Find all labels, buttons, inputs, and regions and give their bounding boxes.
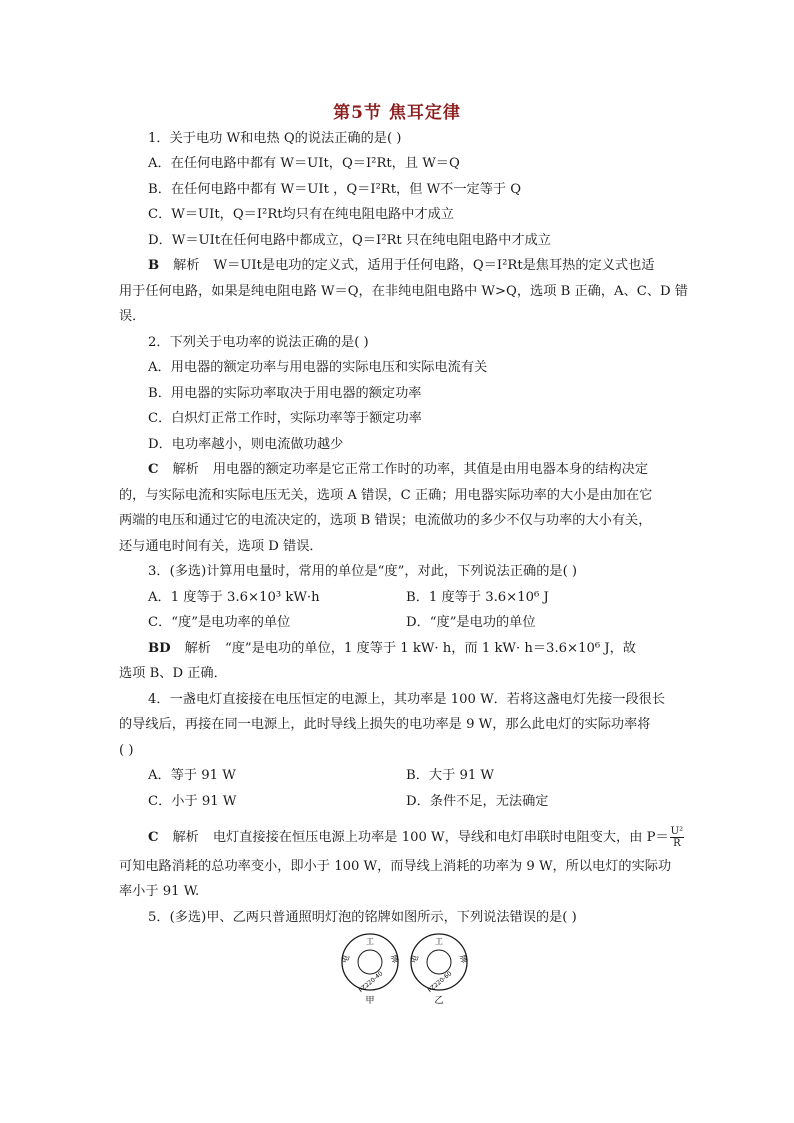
q3-solution-text-1: “度”是电功的单位，1 度等于 1 kW· h，而 1 kW· h＝3.6×10⁶ J，故: [224, 641, 636, 656]
q4-option-c: C．小于 91 W: [148, 794, 237, 809]
q2-option-a: A．用电器的额定功率与用电器的实际电压和实际电流有关: [148, 360, 488, 375]
q1-option-d: D．W＝UIt在任何电路中都成立，Q＝I²Rt 只在纯电阻电路中才成立: [148, 233, 551, 248]
q4-stem-line-1: 4．一盏电灯直接接在电压恒定的电源上，其功率是 100 W．若将这盏电灯先接一段很长: [148, 692, 666, 707]
q3-solution-line-2: 选项 B、D 正确．: [119, 666, 227, 681]
q2-answer: C: [148, 462, 159, 477]
lamp-jia-nameplate: [340, 934, 401, 1006]
q1-option-a: A．在任何电路中都有 W＝UIt，Q＝I²Rt，且 W＝Q: [148, 156, 460, 171]
q4-solution-line-2: 可知电路消耗的总功率变小，即小于 100 W，而导线上消耗的功率为 9 W，所以电灯的实际功: [119, 859, 672, 874]
q2-solution-line-1: [148, 461, 648, 479]
q4-solution-label: 解析: [172, 830, 199, 845]
q2-solution-label: 解析: [172, 462, 199, 477]
q2-option-b: B．用电器的实际功率取决于用电器的额定功率: [148, 386, 422, 401]
q4-stem-line-3: ( ): [119, 743, 134, 758]
q4-option-d: D．条件不足，无法确定: [406, 794, 549, 809]
q3-option-d: D．“度”是电功的单位: [406, 615, 536, 630]
q1-solution-line-1: [148, 257, 655, 275]
q1-answer: B: [148, 258, 160, 273]
lamp-nameplate-figure: [340, 932, 470, 1032]
q2-solution-line-4: 还与通电时间有关，选项 D 错误．: [119, 539, 323, 554]
lamp-yi-caption: 乙: [434, 996, 444, 1006]
q2-option-c: C．白炽灯正常工作时，实际功率等于额定功率: [148, 411, 422, 426]
fraction-numerator: U²: [670, 826, 684, 837]
q4-solution-line-3: 率小于 91 W.: [119, 884, 200, 899]
q3-answer: BD: [148, 641, 171, 656]
lamp-yi-rating: PZ220-60: [426, 970, 454, 995]
lamp-jia-left-char: 电: [340, 953, 352, 965]
q3-solution-line-1: [148, 640, 636, 658]
lamp-yi-nameplate: [408, 934, 470, 1006]
q4-solution-text-1: 电灯直接接在恒压电源上功率是 100 W，导线和电灯串联时电阻变大，由 P＝: [212, 830, 669, 845]
lamp-yi-right-char: 牌: [457, 953, 469, 965]
q4-option-b: B．大于 91 W: [406, 768, 494, 783]
formula-fraction: [670, 826, 684, 849]
lamp-yi-top-char: 工: [435, 937, 443, 946]
q4-option-a: A．等于 91 W: [148, 768, 236, 783]
q1-solution-line-3: 误．: [119, 309, 146, 324]
q3-option-b: B．1 度等于 3.6×10⁶ J: [406, 590, 549, 605]
q3-option-c: C．“度”是电功率的单位: [148, 615, 291, 630]
q5-stem: 5．(多选)甲、乙两只普通照明灯泡的铭牌如图所示，下列说法错误的是( ): [148, 910, 577, 925]
q1-solution-line-2: 用于任何电路，如果是纯电阻电路 W＝Q，在非纯电阻电路中 W>Q，选项 B 正确，A、C、D 错: [119, 284, 688, 299]
q4-answer: C: [148, 830, 159, 845]
lamp-jia-caption: 甲: [365, 996, 375, 1006]
page-title: 第5节 焦耳定律: [333, 103, 461, 123]
fraction-denominator: R: [673, 838, 681, 849]
q2-solution-line-3: 两端的电压和通过它的电流决定的，选项 B 错误；电流做功的多少不仅与功率的大小有关，: [119, 513, 652, 528]
q3-option-a: A．1 度等于 3.6×10³ kW·h: [148, 590, 320, 605]
q1-option-b: B．在任何电路中都有 W＝UIt ，Q＝I²Rt，但 W不一定等于 Q: [148, 182, 522, 197]
q1-option-c: C．W＝UIt，Q＝I²Rt均只有在纯电阻电路中才成立: [148, 207, 454, 222]
lamp-jia-top-char: 工: [366, 937, 374, 946]
q3-stem: 3．(多选)计算用电量时，常用的单位是“度”，对此，下列说法正确的是( ): [148, 564, 578, 579]
lamp-jia-right-char: 牌: [388, 953, 400, 965]
lamp-jia-rating: PZ220-40: [357, 970, 385, 995]
lamp-yi-left-char: 电: [409, 953, 421, 965]
q3-solution-label: 解析: [184, 641, 211, 656]
q4-stem-line-2: 的导线后，再接在同一电源上，此时导线上损失的电功率是 9 W，那么此电灯的实际功率将: [119, 717, 651, 732]
q2-option-d: D．电功率越小，则电流做功越少: [148, 437, 344, 452]
q2-solution-text-1: 用电器的额定功率是它正常工作时的功率，其值是由用电器本身的结构决定: [212, 462, 649, 477]
q2-stem: 2．下列关于电功率的说法正确的是( ): [148, 335, 369, 350]
q1-solution-text-1: W＝UIt是电功的定义式，适用于任何电路，Q＝I²Rt是焦耳热的定义式也适: [213, 258, 655, 273]
q4-solution-line-1: [148, 826, 684, 849]
q2-solution-line-2: 的，与实际电流和实际电压无关，选项 A 错误，C 正确；用电器实际功率的大小是由加在它: [119, 488, 653, 503]
q1-stem: 1．关于电功 W和电热 Q的说法正确的是( ): [148, 131, 402, 146]
nameplate-drawing: [340, 932, 470, 1012]
q1-solution-label: 解析: [173, 258, 200, 273]
